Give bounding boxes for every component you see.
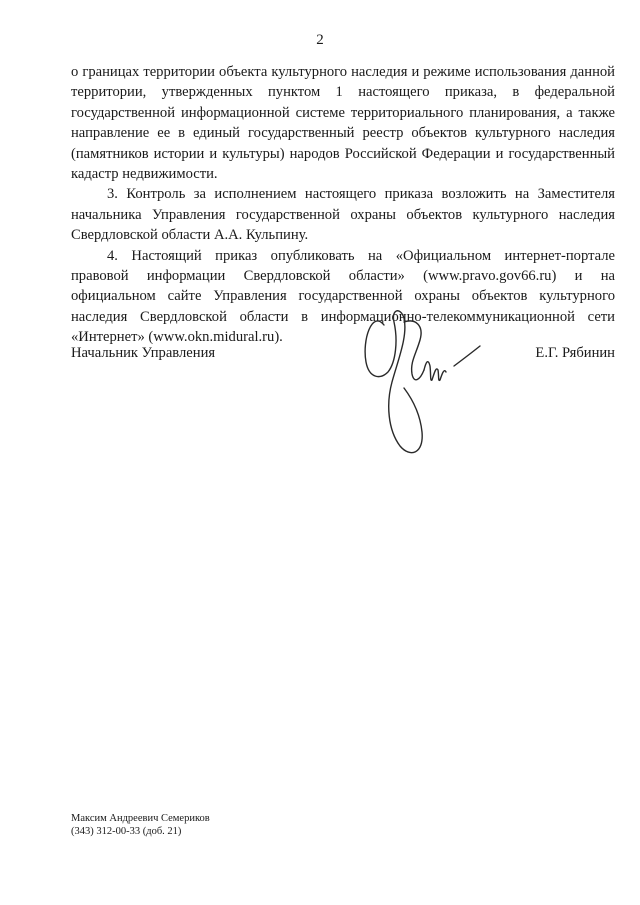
paragraph-3: 3. Контроль за исполнением настоящего приказа возложить на Заместителя начальника Управления государственной охраны объектов культурного наследия Свердловской области А.А. Кульпину.: [71, 186, 615, 244]
executor-phone: (343) 312-00-33 (доб. 21): [71, 826, 182, 837]
signatory-position: Начальник Управления: [71, 345, 216, 361]
executor-footer: [71, 812, 210, 838]
paragraph-continuation: о границах территории объекта культурного наследия и режиме использования данной территории, утвержденных пунктом 1 настоящего приказа, в федеральной государственной информационной системе территориального планирования, а также направление ее в единый государственный реестр объектов культурного наследия (памятников истории и культуры) народов Российской Федерации и государственный кадастр недвижимости.: [71, 64, 615, 183]
paragraph-4: 4. Настоящий приказ опубликовать на «Официальном интернет-портале правовой информации Свердловской области» (www.pravo.gov66.ru) и на официальном сайте Управления государственной охраны объектов культурного наследия Свердловской области в информационно-телекоммуникационной сети «Интернет» (www.okn.midural.ru).: [71, 247, 615, 346]
executor-name: Максим Андреевич Семериков: [71, 813, 210, 824]
handwritten-signature: [358, 300, 488, 465]
document-body: [71, 62, 615, 348]
page-number: 2: [316, 32, 324, 48]
signature-row: [71, 343, 615, 365]
signatory-name: Е.Г. Рябинин: [535, 345, 615, 361]
